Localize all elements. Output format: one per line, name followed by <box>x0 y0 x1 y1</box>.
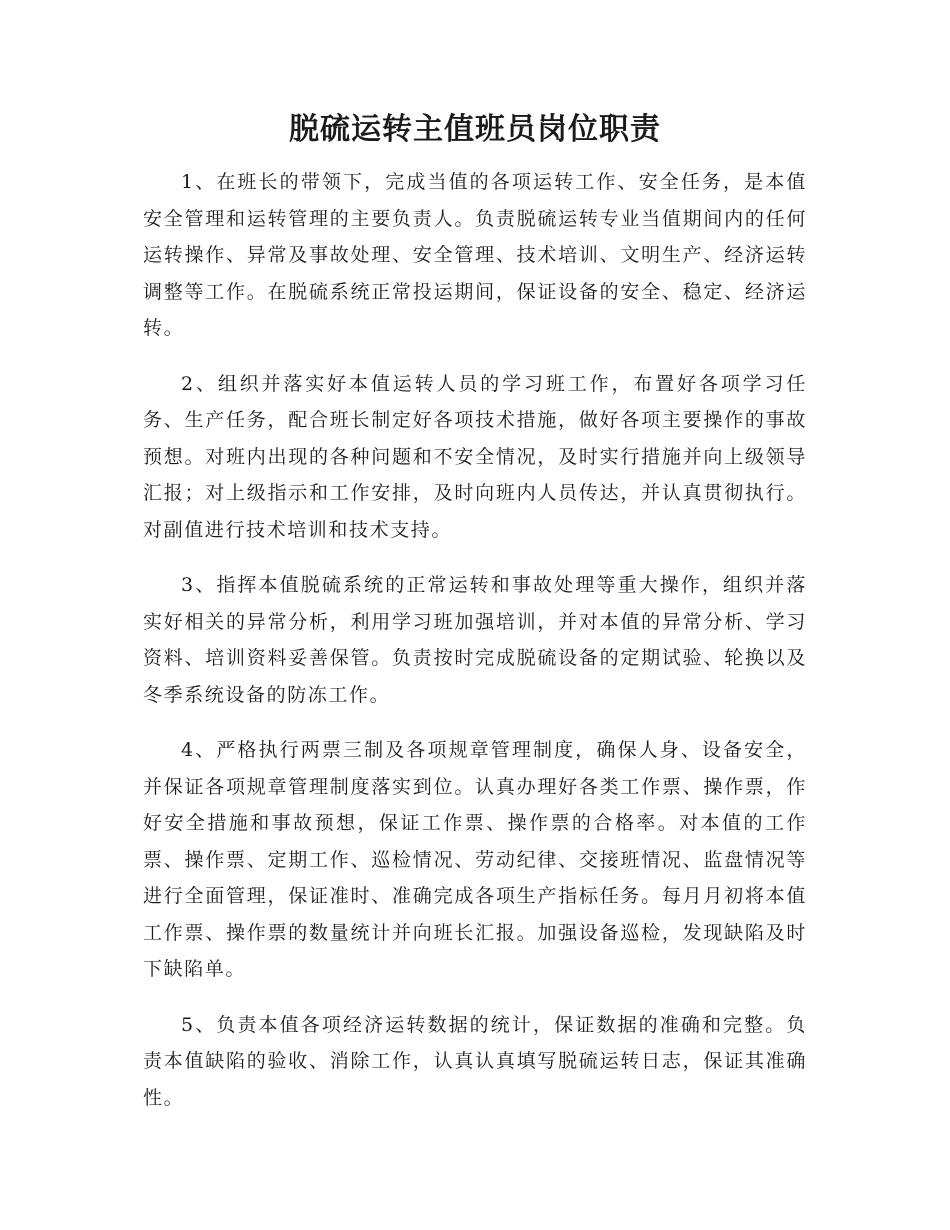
document-body <box>143 164 807 1135</box>
duty-item-2: 2、组织并落实好本值运转人员的学习班工作，布置好各项学习任务、生产任务，配合班长制定好各项技术措施，做好各项主要操作的事故预想。对班内出现的各种问题和不安全情况，及时实行措施并向上级领导汇报；对上级指示和工作安排，及时向班内人员传达，并认真贯彻执行。对副值进行技术培训和技术支持。 <box>143 372 807 541</box>
document-title: 脱硫运转主值班员岗位职责 <box>289 112 661 147</box>
duty-item-3: 3、指挥本值脱硫系统的正常运转和事故处理等重大操作，组织并落实好相关的异常分析，利用学习班加强培训，并对本值的异常分析、学习资料、培训资料妥善保管。负责按时完成脱硫设备的定期试验、轮换以及冬季系统设备的防冻工作。 <box>143 574 807 706</box>
duty-item-1: 1、在班长的带领下，完成当值的各项运转工作、安全任务，是本值安全管理和运转管理的主要负责人。负责脱硫运转专业当值期间内的任何运转操作、异常及事故处理、安全管理、技术培训、文明生产、经济运转调整等工作。在脱硫系统正常投运期间，保证设备的安全、稳定、经济运转。 <box>143 171 807 339</box>
duty-item-5: 5、负责本值各项经济运转数据的统计，保证数据的准确和完整。负责本值缺陷的验收、消除工作，认真认真填写脱硫运转日志，保证其准确性。 <box>143 1013 807 1109</box>
duty-item-4: 4、严格执行两票三制及各项规章管理制度，确保人身、设备安全，并保证各项规章管理制度落实到位。认真办理好各类工作票、操作票，作好安全措施和事故预想，保证工作票、操作票的合格率。对本值的工作票、操作票、定期工作、巡检情况、劳动纪律、交接班情况、监盘情况等进行全面管理，保证准时、准确完成各项生产指标任务。每月月初将本值工作票、操作票的数量统计并向班长汇报。加强设备巡检，发现缺陷及时下缺陷单。 <box>143 739 807 980</box>
